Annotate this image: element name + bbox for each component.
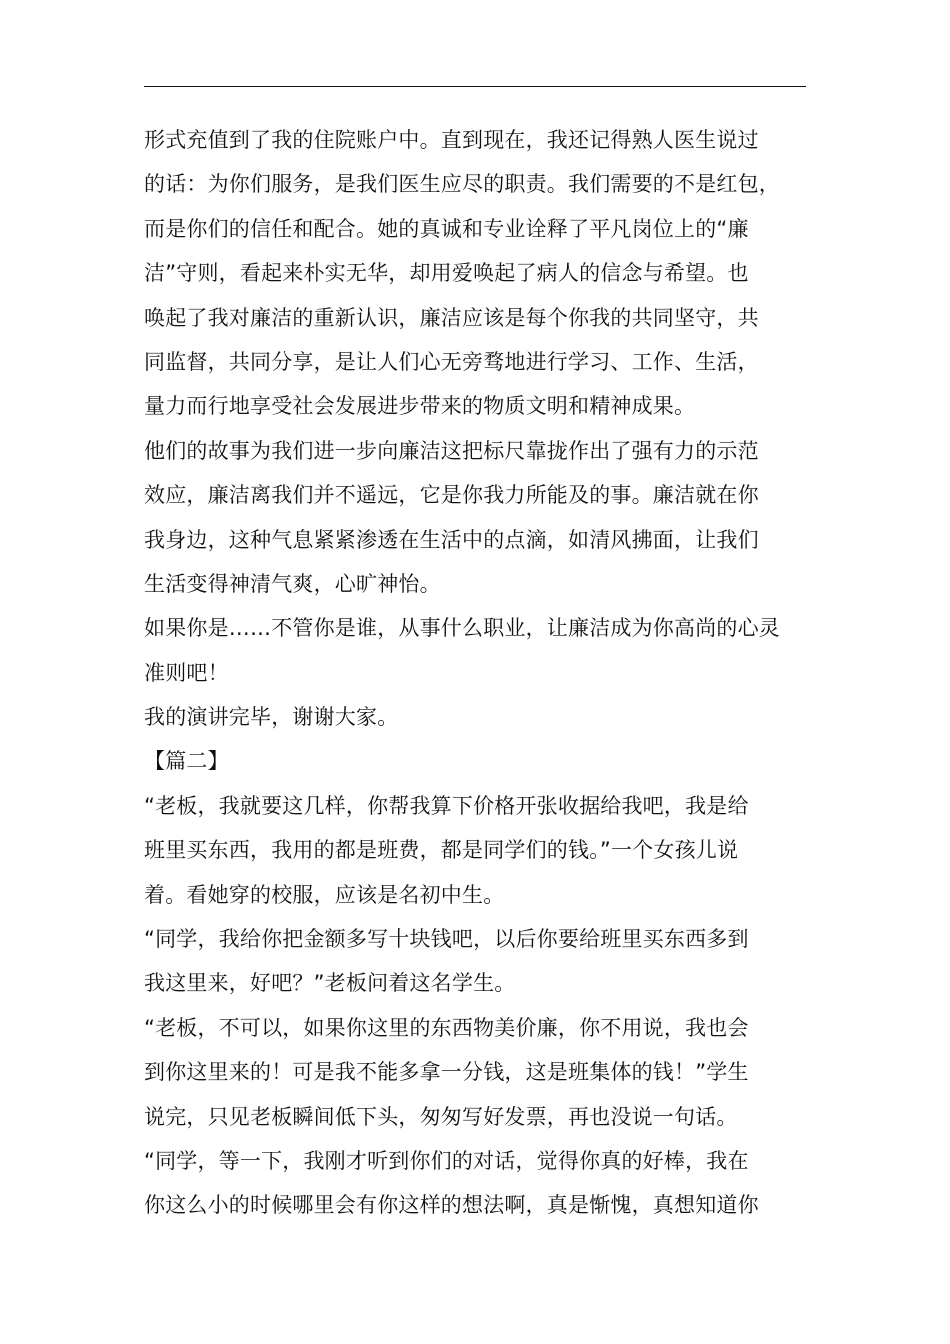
text-line: 如果你是……不管你是谁，从事什么职业，让廉洁成为你高尚的心灵 — [144, 616, 780, 641]
text-line: 洁”守则，看起来朴实无华，却用爱唤起了病人的信念与希望。也 — [144, 261, 749, 286]
section-heading: 【篇二】 — [144, 749, 229, 774]
header-rule — [144, 86, 806, 87]
text-line: 到你这里来的！可是我不能多拿一分钱，这是班集体的钱！”学生 — [144, 1060, 749, 1085]
text-line: “老板，不可以，如果你这里的东西物美价廉，你不用说，我也会 — [144, 1015, 749, 1040]
document-body — [144, 118, 808, 1228]
text-line: 班里买东西，我用的都是班费，都是同学们的钱。”一个女孩儿说 — [144, 838, 739, 863]
text-line: 说完，只见老板瞬间低下头，匆匆写好发票，再也没说一句话。 — [144, 1104, 738, 1129]
text-line: 准则吧！ — [144, 660, 229, 685]
text-line: “老板，我就要这几样，你帮我算下价格开张收据给我吧，我是给 — [144, 793, 749, 818]
text-line: 我身边，这种气息紧紧渗透在生活中的点滴，如清风拂面，让我们 — [144, 527, 759, 552]
text-line: 唤起了我对廉洁的重新认识，廉洁应该是每个你我的共同坚守，共 — [144, 305, 759, 330]
text-line: 效应，廉洁离我们并不遥远，它是你我力所能及的事。廉洁就在你 — [144, 483, 759, 508]
text-line: 我这里来，好吧？”老板问着这名学生。 — [144, 971, 516, 996]
text-line: “同学，等一下，我刚才听到你们的对话，觉得你真的好棒，我在 — [144, 1148, 749, 1173]
text-line: 而是你们的信任和配合。她的真诚和专业诠释了平凡岗位上的“廉 — [144, 216, 749, 241]
text-line: 量力而行地享受社会发展进步带来的物质文明和精神成果。 — [144, 394, 696, 419]
text-line: 他们的故事为我们进一步向廉洁这把标尺靠拢作出了强有力的示范 — [144, 438, 759, 463]
text-line: 着。看她穿的校服，应该是名初中生。 — [144, 882, 505, 907]
text-line: 同监督，共同分享，是让人们心无旁骛地进行学习、工作、生活， — [144, 349, 759, 374]
text-line: 生活变得神清气爽，心旷神怡。 — [144, 571, 441, 596]
text-line: 我的演讲完毕，谢谢大家。 — [144, 705, 399, 730]
text-line: 的话：为你们服务，是我们医生应尽的职责。我们需要的不是红包， — [144, 172, 780, 197]
text-line: 形式充值到了我的住院账户中。直到现在，我还记得熟人医生说过 — [144, 128, 759, 152]
text-line: “同学，我给你把金额多写十块钱吧，以后你要给班里买东西多到 — [144, 927, 749, 952]
text-line: 你这么小的时候哪里会有你这样的想法啊，真是惭愧，真想知道你 — [144, 1193, 759, 1218]
